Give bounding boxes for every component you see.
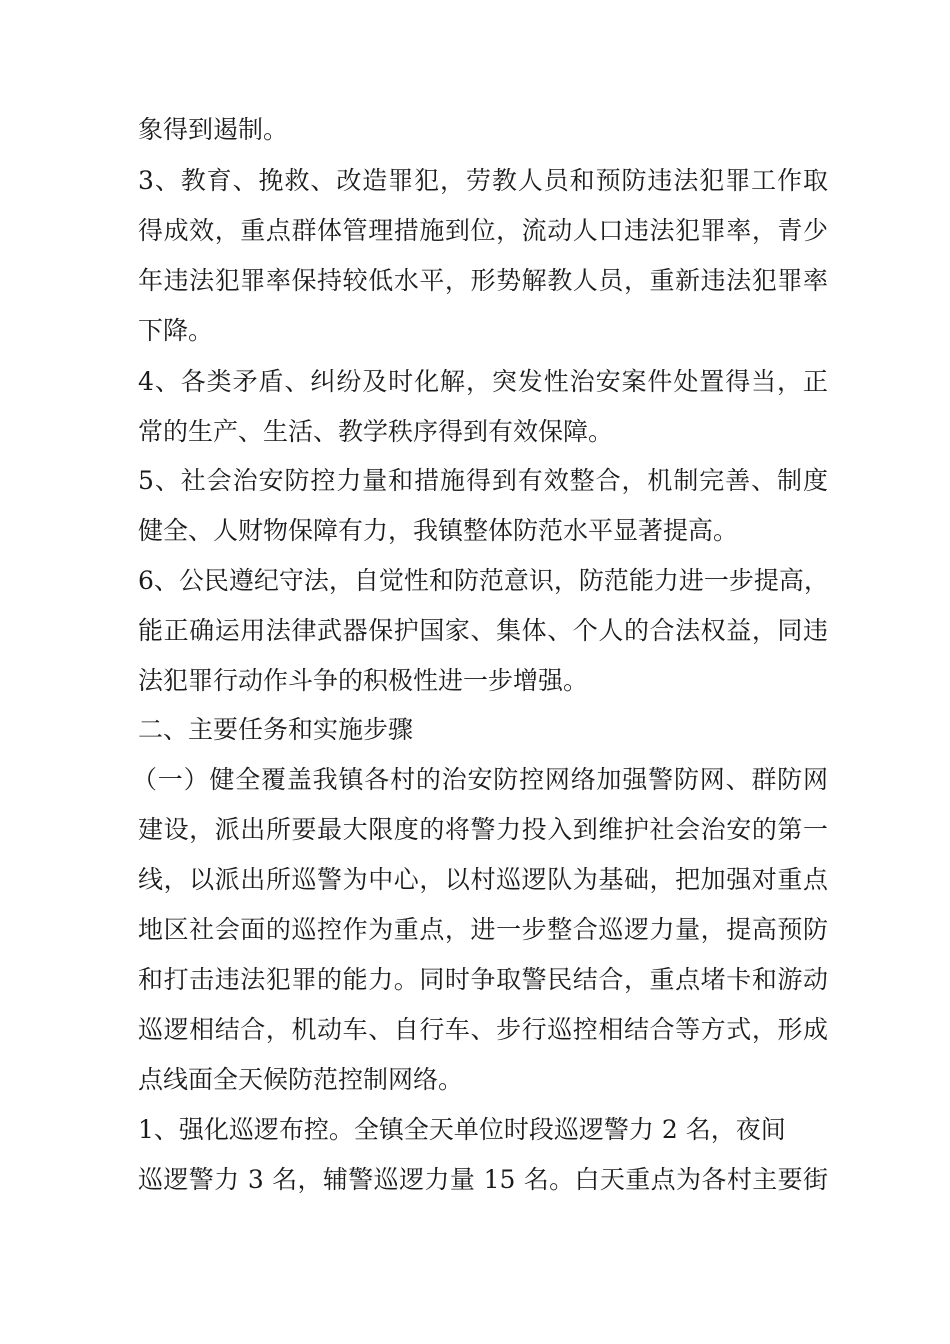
text-line: 巡逻相结合，机动车、自行车、步行巡控相结合等方式，形成: [138, 1015, 828, 1044]
text-line: 1、强化巡逻布控。全镇全天单位时段巡逻警力 2 名，夜间: [138, 1115, 786, 1144]
text-line: 建设，派出所要最大限度的将警力投入到维护社会治安的第一: [138, 815, 828, 844]
text-line: 能正确运用法律武器保护国家、集体、个人的合法权益，同违: [138, 616, 828, 645]
text-line: 下降。: [138, 316, 214, 345]
text-line: 象得到遏制。: [138, 115, 289, 144]
text-line: 4、各类矛盾、纠纷及时化解，突发性治安案件处置得当，正: [138, 367, 828, 396]
text-line: 巡逻警力 3 名，辅警巡逻力量 15 名。白天重点为各村主要街: [138, 1165, 828, 1194]
text-line: 地区社会面的巡控作为重点，进一步整合巡逻力量，提高预防: [138, 915, 828, 944]
text-line: 3、教育、挽救、改造罪犯，劳教人员和预防违法犯罪工作取: [138, 166, 828, 195]
text-line: 健全、人财物保障有力，我镇整体防范水平显著提高。: [138, 516, 739, 545]
text-line: 点线面全天候防范控制网络。: [138, 1065, 464, 1094]
text-line: 5、社会治安防控力量和措施得到有效整合，机制完善、制度: [138, 466, 828, 495]
text-line: 年违法犯罪率保持较低水平，形势解教人员，重新违法犯罪率: [138, 266, 828, 295]
text-line: 法犯罪行动作斗争的积极性进一步增强。: [138, 666, 589, 695]
text-line: 线，以派出所巡警为中心，以村巡逻队为基础，把加强对重点: [138, 865, 828, 894]
section-heading: 二、主要任务和实施步骤: [138, 715, 414, 744]
text-line: 常的生产、生活、教学秩序得到有效保障。: [138, 417, 614, 446]
text-line: 得成效，重点群体管理措施到位，流动人口违法犯罪率，青少: [138, 216, 828, 245]
text-line: 6、公民遵纪守法，自觉性和防范意识，防范能力进一步提高，: [138, 566, 829, 595]
text-line: 和打击违法犯罪的能力。同时争取警民结合，重点堵卡和游动: [138, 965, 828, 994]
text-line: （一）健全覆盖我镇各村的治安防控网络加强警防网、群防网: [132, 765, 828, 794]
